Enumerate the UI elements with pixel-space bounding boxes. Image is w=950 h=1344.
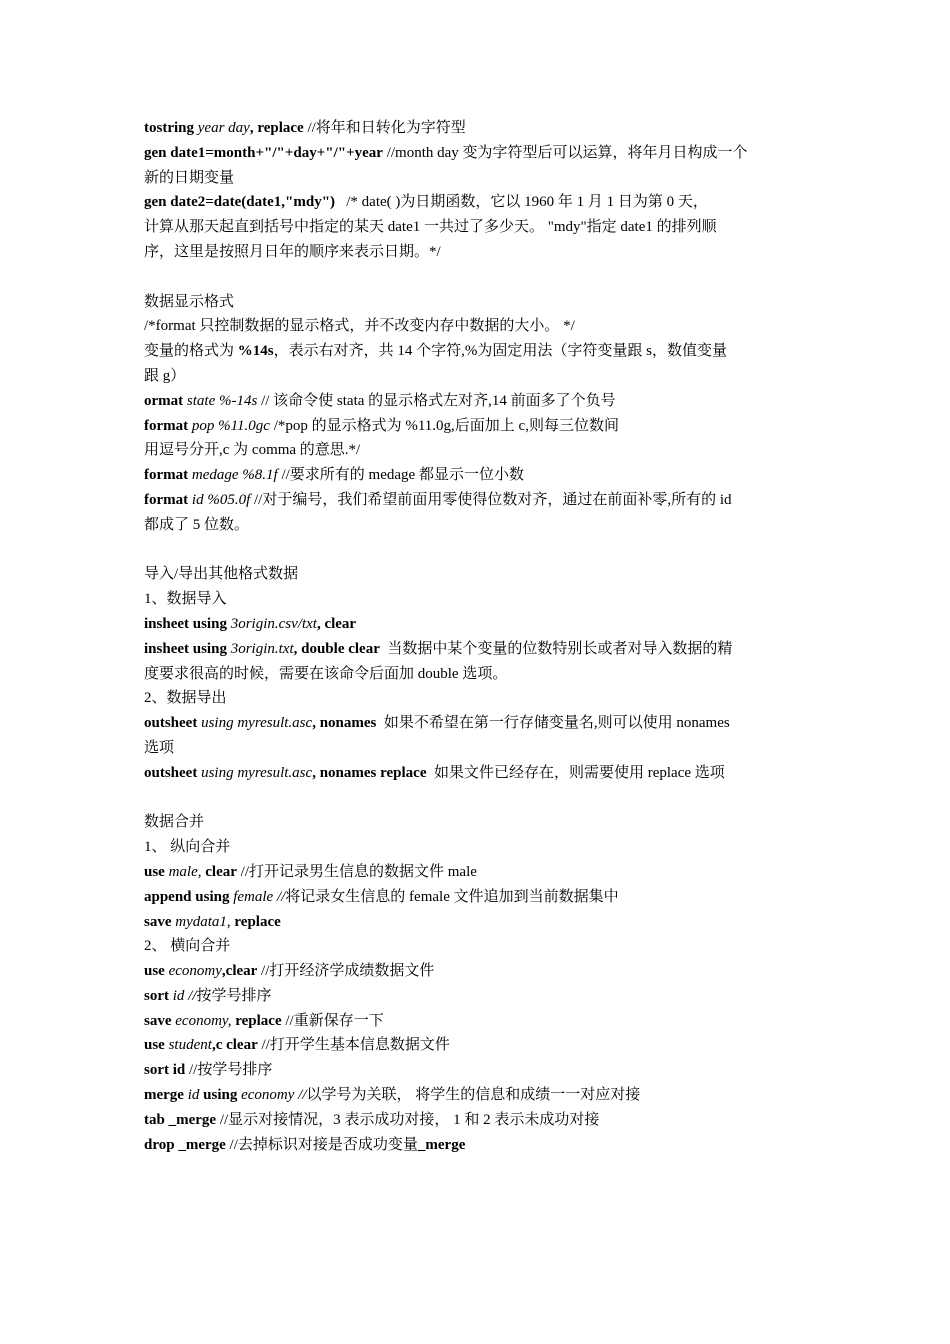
command-text: drop _merge (144, 1136, 226, 1153)
argument-text: student (164, 1037, 212, 1054)
argument-text: using myresult.asc (197, 764, 313, 781)
text-line (144, 190, 808, 215)
argument-text: pop %11.0gc (188, 417, 270, 434)
command-text: , clear (316, 615, 357, 632)
comment-text: 以学号为关联， 将学生的信息和成绩一一对应对接 (306, 1087, 641, 1104)
document-body (144, 116, 808, 1157)
comment-text: //打开记录男生信息的数据文件 male (236, 863, 477, 880)
command-text: using (199, 1087, 238, 1104)
command-text: use (144, 863, 165, 880)
text-line (144, 612, 808, 637)
text-line (144, 364, 808, 389)
text-line (144, 1108, 808, 1133)
command-text: sort (144, 987, 169, 1004)
text-line (144, 562, 808, 587)
command-text: , double clear (293, 640, 380, 657)
comment-text: //按学号排序 (185, 1062, 273, 1079)
command-text: outsheet (144, 764, 198, 781)
argument-text: id // (169, 987, 197, 1004)
comment-text: 都成了 5 位数。 (144, 516, 250, 533)
command-text: use (144, 1037, 165, 1054)
text-line (144, 686, 808, 711)
comment-text: 2、 横向合并 (144, 938, 231, 955)
text-line (144, 860, 808, 885)
command-text: gen date1=month+"/"+day+"/"+year (144, 144, 383, 161)
comment-text: //对于编号，我们希望前面用零使得位数对齐，通过在前面补零,所有的 id (250, 491, 732, 508)
text-line (144, 141, 808, 166)
text-line (144, 910, 808, 935)
comment-text: 序，这里是按照月日年的顺序来表示日期。*/ (144, 243, 441, 260)
blank-line (144, 265, 808, 290)
text-line (144, 116, 808, 141)
text-line (144, 414, 808, 439)
comment-text: //month day 变为字符型后可以运算，将年月日构成一个 (382, 144, 748, 161)
command-text: ,c clear (211, 1037, 258, 1054)
text-line (144, 339, 808, 364)
text-line (144, 166, 808, 191)
text-line (144, 488, 808, 513)
text-line (144, 438, 808, 463)
text-line (144, 736, 808, 761)
comment-text: //打开学生基本信息数据文件 (257, 1037, 450, 1054)
text-line (144, 835, 808, 860)
comment-text: 跟 g） (144, 367, 186, 384)
comment-text: /* date( )为日期函数，它以 1960 年 1 月 1 日为第 0 天， (335, 194, 708, 211)
text-line (144, 810, 808, 835)
comment-text: 按学号排序 (196, 987, 272, 1004)
comment-text: 如果不希望在第一行存储变量名,则可以使用 nonames (376, 715, 730, 732)
comment-text: 数据合并 (144, 814, 205, 831)
command-text: merge (144, 1087, 184, 1104)
command-text: format (144, 467, 189, 484)
comment-text: 2、数据导出 (144, 690, 227, 707)
text-line (144, 463, 808, 488)
text-line (144, 314, 808, 339)
command-text: format (144, 491, 189, 508)
blank-line (144, 538, 808, 563)
comment-text: 选项 (144, 739, 175, 756)
comment-text: /*pop 的显示格式为 %11.0g,后面加上 c,则每三位数间 (269, 417, 619, 434)
argument-text: id (183, 1087, 200, 1104)
comment-text: //重新保存一下 (281, 1012, 384, 1029)
argument-text: state %-14s (183, 392, 258, 409)
argument-text: using myresult.asc (197, 715, 313, 732)
text-line (144, 1009, 808, 1034)
command-text: ormat (144, 392, 184, 409)
comment-text: 1、数据导入 (144, 591, 227, 608)
command-text: , nonames replace (312, 764, 427, 781)
comment-text: /*format 只控制数据的显示格式，并不改变内存中数据的大小。 */ (144, 318, 575, 335)
comment-text: //显示对接情况，3 表示成功对接， 1 和 2 表示未成功对接 (216, 1111, 600, 1128)
command-text: save (144, 1012, 172, 1029)
comment-text: 如果文件已经存在，则需要使用 replace 选项 (426, 764, 725, 781)
text-line (144, 240, 808, 265)
argument-text: 3origin.txt (226, 640, 294, 657)
text-line (144, 761, 808, 786)
command-text: save (144, 913, 172, 930)
argument-text: economy, (171, 1012, 232, 1029)
text-line (144, 1058, 808, 1083)
argument-text: year day (194, 120, 250, 136)
text-line (144, 711, 808, 736)
command-text: tab _merge (144, 1111, 217, 1128)
blank-line (144, 786, 808, 811)
text-line (144, 290, 808, 315)
command-text: insheet using (144, 615, 227, 632)
command-text: %14s (237, 343, 274, 360)
argument-text: mydata1, (171, 913, 231, 930)
comment-text: //去掉标识对接是否成功变量 (225, 1136, 418, 1153)
text-line (144, 934, 808, 959)
command-text: gen date2=date(date1,"mdy") (144, 194, 336, 211)
comment-text: 数据显示格式 (144, 293, 235, 310)
comment-text: //打开经济学成绩数据文件 (257, 963, 435, 980)
command-text: insheet using (144, 640, 227, 657)
command-text: outsheet (144, 715, 198, 732)
command-text: , replace (249, 120, 304, 136)
command-text: replace (231, 1012, 282, 1029)
argument-text: medage %8.1f (188, 467, 278, 484)
comment-text: ，表示右对齐，共 14 个字符,%为固定用法（字符变量跟 s，数值变量 (273, 343, 727, 360)
text-line (144, 215, 808, 240)
command-text: tostring (144, 120, 194, 136)
comment-text: //要求所有的 medage 都显示一位小数 (277, 467, 524, 484)
comment-text: 导入/导出其他格式数据 (144, 566, 299, 583)
command-text: format (144, 417, 189, 434)
argument-text: male, (164, 863, 202, 880)
command-text: replace (230, 913, 281, 930)
command-text: ,clear (221, 963, 258, 980)
argument-text: economy // (237, 1087, 307, 1104)
command-text: clear (201, 863, 237, 880)
comment-text: 将记录女生信息的 female 文件追加到当前数据集中 (285, 888, 619, 905)
comment-text: 1、 纵向合并 (144, 839, 231, 856)
text-line (144, 637, 808, 662)
comment-text: 新的日期变量 (144, 169, 235, 186)
comment-text: 当数据中某个变量的位数特别长或者对导入数据的精 (379, 640, 733, 657)
comment-text: 度要求很高的时候，需要在该命令后面加 double 选项。 (144, 665, 508, 682)
text-line (144, 984, 808, 1009)
comment-text: 计算从那天起直到括号中指定的某天 date1 一共过了多少天。 "mdy"指定 date1 的排列顺 (144, 219, 717, 236)
argument-text: id %05.0f (188, 491, 251, 508)
command-text: use (144, 963, 165, 980)
command-text: sort id (144, 1062, 186, 1079)
argument-text: 3origin.csv/txt (226, 615, 317, 632)
command-text: append using (144, 888, 230, 905)
text-line (144, 1083, 808, 1108)
comment-text: 变量的格式为 (144, 343, 238, 360)
comment-text: //将年和日转化为字符型 (303, 120, 466, 136)
text-line (144, 959, 808, 984)
text-line (144, 389, 808, 414)
text-line (144, 1033, 808, 1058)
text-line (144, 587, 808, 612)
comment-text: // 该命令使 stata 的显示格式左对齐,14 前面多了个负号 (257, 392, 616, 409)
text-line (144, 513, 808, 538)
command-text: _merge (417, 1136, 466, 1153)
comment-text: 用逗号分开,c 为 comma 的意思.*/ (144, 442, 361, 459)
text-line (144, 662, 808, 687)
text-line (144, 885, 808, 910)
argument-text: female // (229, 888, 286, 905)
argument-text: economy (164, 963, 222, 980)
command-text: , nonames (312, 715, 377, 732)
text-line (144, 1133, 808, 1158)
